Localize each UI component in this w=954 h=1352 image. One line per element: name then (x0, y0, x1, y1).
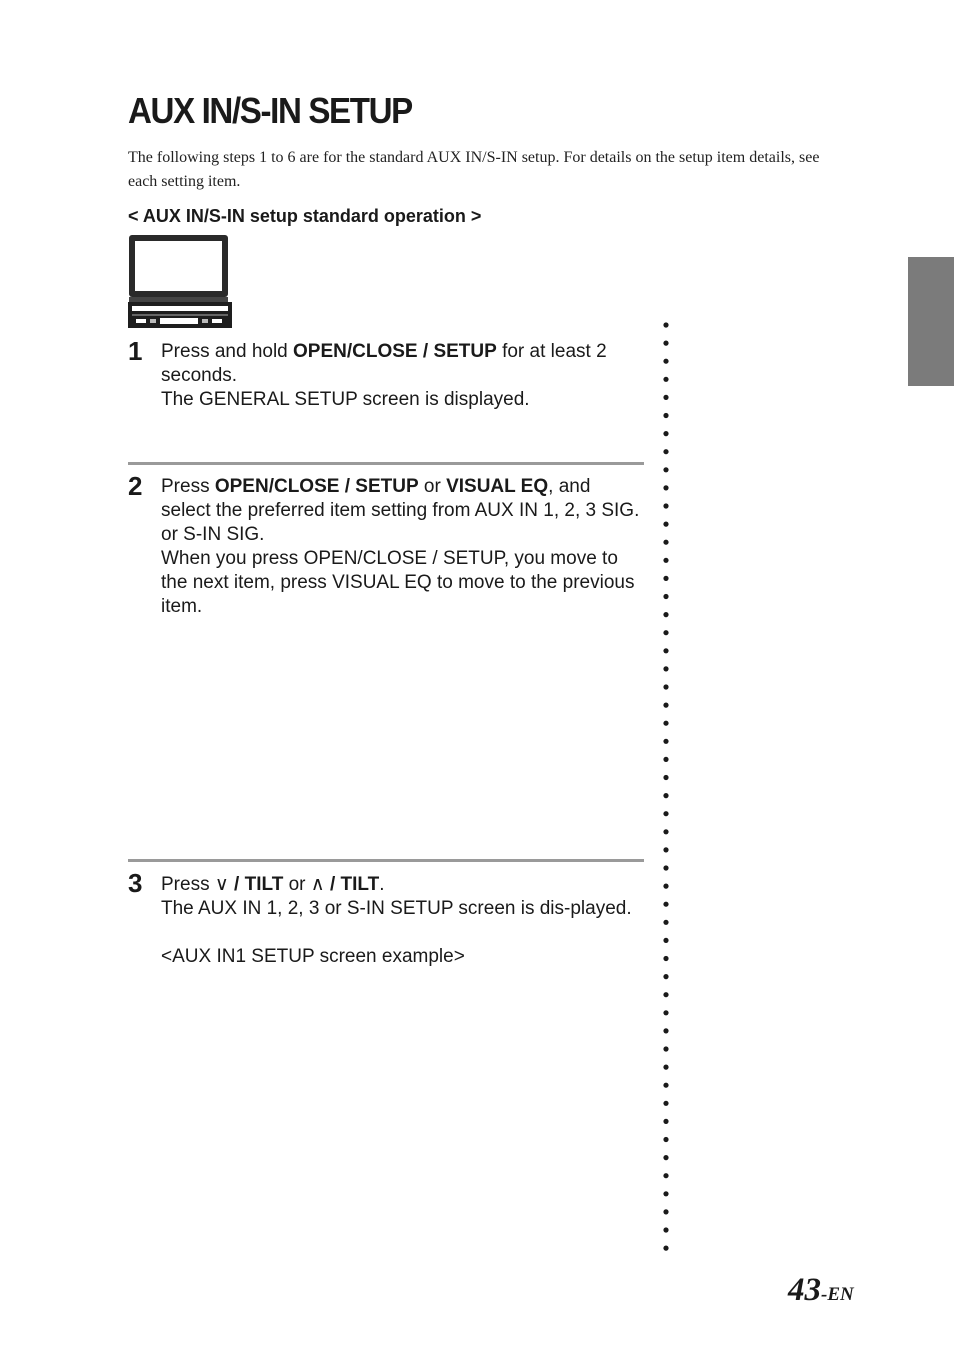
separator-dot (663, 648, 668, 653)
separator-dot (663, 630, 668, 635)
open-close-setup-key: OPEN/CLOSE / SETUP (214, 476, 419, 497)
separator-dot (663, 377, 668, 382)
separator-dot (663, 395, 668, 400)
separator-dot (663, 902, 668, 907)
separator-dot (663, 684, 668, 689)
page-title: AUX IN/S-IN SETUP (128, 90, 412, 131)
step-result: The GENERAL SETUP screen is displayed. (161, 389, 530, 410)
step-2 (128, 471, 644, 635)
step-number: 1 (128, 336, 143, 366)
separator-dot (663, 1010, 668, 1015)
separator-dot (663, 1246, 668, 1251)
separator-dot (663, 721, 668, 726)
separator-dot (663, 1209, 668, 1214)
separator-dot (663, 612, 668, 617)
step-instruction: Press and hold OPEN/CLOSE / SETUP for at least 2 seconds. (161, 341, 607, 386)
separator-dot (663, 793, 668, 798)
step-1 (128, 336, 644, 440)
separator-dot (663, 974, 668, 979)
separator-dot (663, 1028, 668, 1033)
separator-dot (663, 503, 668, 508)
separator-dot (663, 775, 668, 780)
chevron-down-icon: ∨ (214, 873, 229, 895)
monitor-unit-icon (128, 234, 232, 328)
step-instruction: Press OPEN/CLOSE / SETUP or VISUAL EQ, and select the preferred item setting from AUX IN 1, 2, 3 SIG. or S-IN SIG. (161, 476, 640, 545)
step-text (161, 475, 643, 619)
separator-dot (663, 1227, 668, 1232)
separator-dot (663, 920, 668, 925)
step-number: 2 (128, 471, 143, 501)
separator-dot (663, 449, 668, 454)
separator-dot (663, 884, 668, 889)
separator-dot (663, 1046, 668, 1051)
screen-example-caption: <AUX IN1 SETUP screen example> (161, 946, 465, 967)
separator-dot (663, 1155, 668, 1160)
side-tab (908, 257, 954, 386)
page-number: 43-EN (788, 1272, 854, 1308)
open-close-setup-key: OPEN/CLOSE / SETUP (293, 341, 497, 362)
step-divider (128, 859, 644, 862)
separator-dot (663, 1173, 668, 1178)
separator-dot (663, 938, 668, 943)
chevron-up-icon: ∧ (310, 873, 325, 895)
separator-dot (663, 322, 668, 327)
separator-dot (663, 1101, 668, 1106)
separator-dot (663, 558, 668, 563)
visual-eq-key: VISUAL EQ (446, 476, 549, 497)
tilt-key: / TILT (324, 874, 380, 895)
dotted-column-separator (660, 316, 672, 1260)
separator-dot (663, 865, 668, 870)
separator-dot (663, 666, 668, 671)
separator-dot (663, 522, 668, 527)
separator-dot (663, 757, 668, 762)
separator-dot (663, 739, 668, 744)
step-instruction: Press ∨ / TILT or ∧ / TILT. (161, 873, 385, 895)
separator-dot (663, 847, 668, 852)
separator-dot (663, 341, 668, 346)
tilt-key: / TILT (228, 874, 284, 895)
separator-dot (663, 540, 668, 545)
step-divider (128, 462, 644, 465)
step-result: When you press OPEN/CLOSE / SETUP, you move to the next item, press VISUAL EQ to move to the previous item. (161, 548, 635, 617)
separator-dot (663, 1065, 668, 1070)
separator-dot (663, 1191, 668, 1196)
step-number: 3 (128, 868, 143, 898)
step-text (161, 340, 643, 412)
separator-dot (663, 359, 668, 364)
separator-dot (663, 1119, 668, 1124)
section-heading: < AUX IN/S-IN setup standard operation > (128, 206, 482, 226)
separator-dot (663, 1083, 668, 1088)
intro-paragraph: The following steps 1 to 6 are for the standard AUX IN/S-IN setup. For details on the setup item details, see each setting item. (128, 149, 820, 190)
separator-dot (663, 1137, 668, 1142)
separator-dot (663, 811, 668, 816)
separator-dot (663, 485, 668, 490)
separator-dot (663, 467, 668, 472)
step-result: The AUX IN 1, 2, 3 or S-IN SETUP screen is dis-played. (161, 898, 632, 919)
step-text (161, 872, 643, 969)
separator-dot (663, 576, 668, 581)
separator-dot (663, 956, 668, 961)
separator-dot (663, 992, 668, 997)
separator-dot (663, 703, 668, 708)
separator-dot (663, 829, 668, 834)
step-3 (128, 868, 644, 1002)
separator-dot (663, 594, 668, 599)
separator-dot (663, 413, 668, 418)
separator-dot (663, 431, 668, 436)
